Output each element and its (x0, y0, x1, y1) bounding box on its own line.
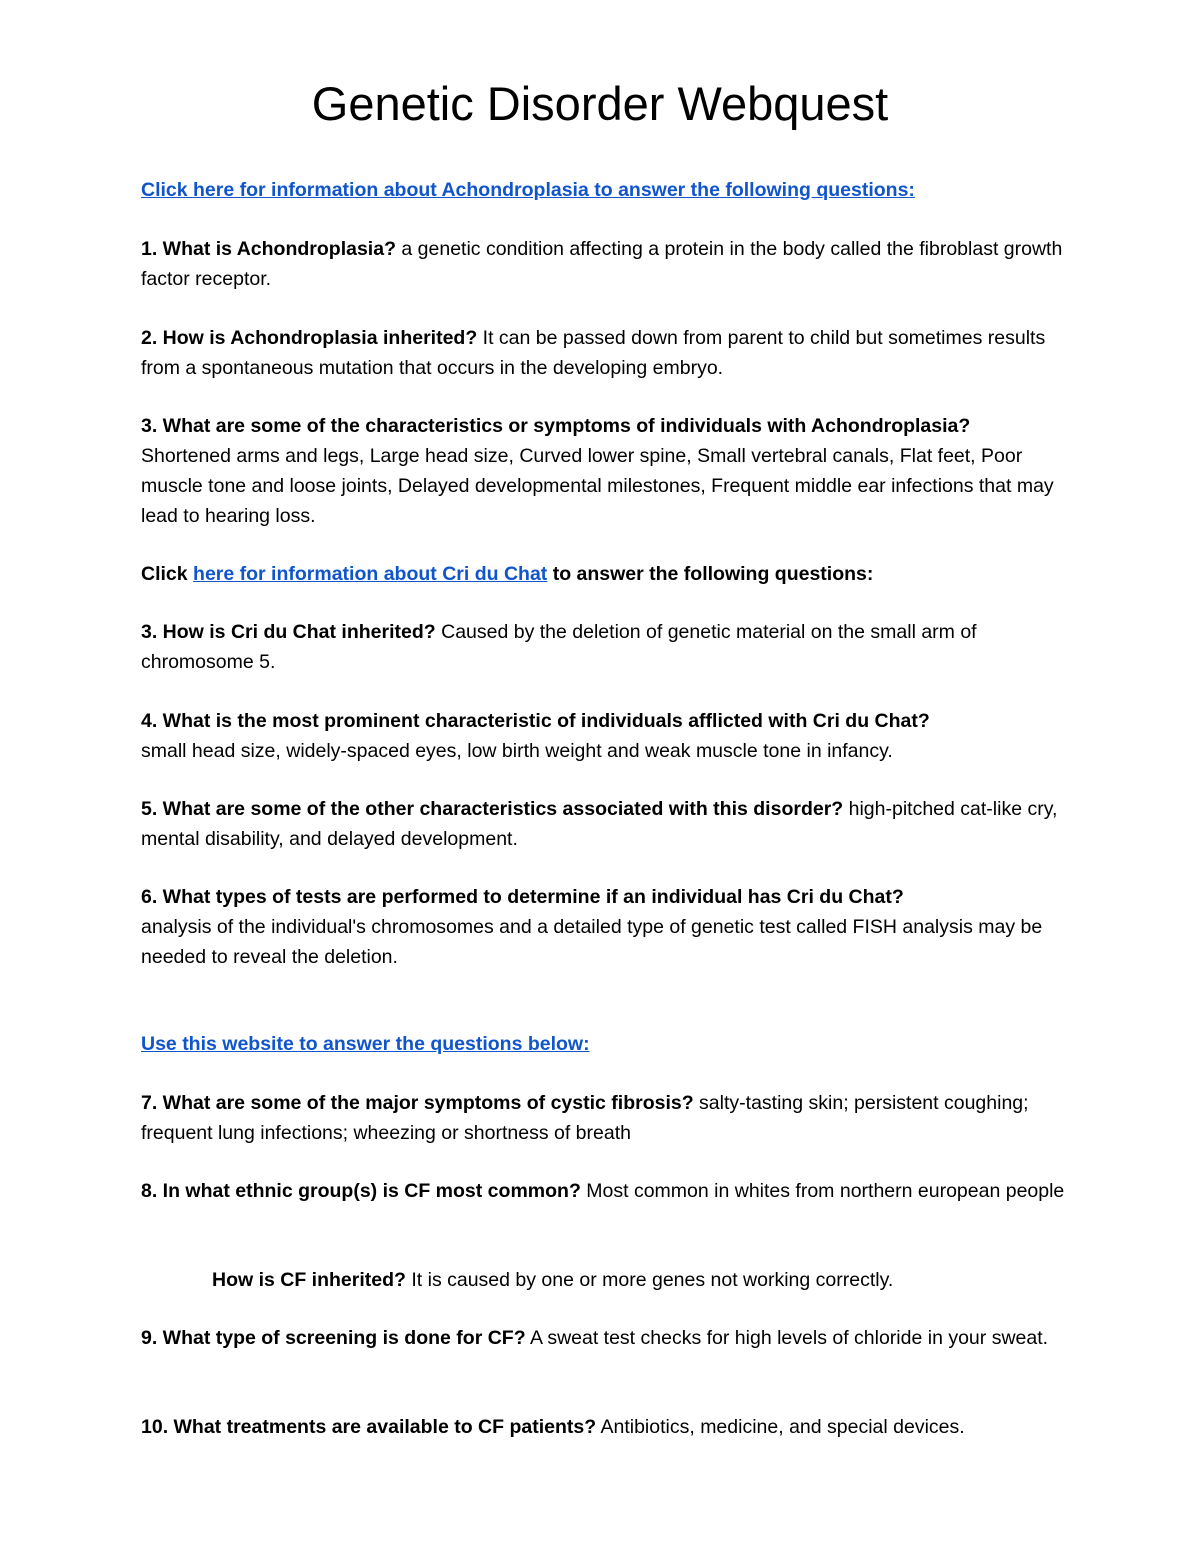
question-3-achondroplasia-label: 3. What are some of the characteristics or symptoms of individuals with Achondroplasia? (141, 415, 971, 437)
question-9-answer: A sweat test checks for high levels of chloride in your sweat. (525, 1327, 1049, 1349)
question-10-label: 10. What treatments are available to CF patients? (141, 1416, 597, 1438)
cri-du-chat-intro-prefix: Click (141, 563, 194, 585)
question-3-cri-du-chat (141, 617, 1071, 677)
cystic-fibrosis-website-link[interactable]: Use this website to answer the questions below: (141, 1033, 590, 1055)
cf-inherited-answer: It is caused by one or more genes not working correctly. (405, 1269, 894, 1291)
question-1-answer: a genetic condition affecting a protein in the body called the fibroblast growth factor receptor. (141, 238, 1063, 290)
question-9 (141, 1323, 1071, 1353)
question-7-label: 7. What are some of the major symptoms of cystic fibrosis? (141, 1092, 694, 1114)
question-2 (141, 323, 1071, 383)
cri-du-chat-info-link[interactable]: here for information about Cri du Chat (193, 563, 548, 585)
question-7-answer: salty-tasting skin; persistent coughing; frequent lung infections; wheezing or shortness of breath (141, 1092, 1029, 1144)
question-5-answer: high-pitched cat-like cry, mental disability, and delayed development. (141, 798, 1058, 850)
cri-du-chat-intro (141, 559, 1071, 589)
question-9-label: 9. What type of screening is done for CF? (141, 1327, 526, 1349)
question-6-answer: analysis of the individual's chromosomes and a detailed type of genetic test called FISH analysis may be needed to reveal the deletion. (141, 916, 1043, 968)
question-8-answer: Most common in whites from northern european people (580, 1180, 1065, 1202)
question-6-label: 6. What types of tests are performed to determine if an individual has Cri du Chat? (141, 886, 904, 908)
page-title: Genetic Disorder Webquest (311, 77, 889, 130)
question-3-cri-du-chat-answer: Caused by the deletion of genetic material on the small arm of chromosome 5. (141, 621, 977, 673)
question-5 (141, 794, 1071, 854)
achondroplasia-link-paragraph (141, 175, 1071, 205)
question-4-answer: small head size, widely-spaced eyes, low birth weight and weak muscle tone in infancy. (141, 740, 893, 762)
question-1 (141, 234, 1071, 294)
question-2-answer: It can be passed down from parent to child but sometimes results from a spontaneous mutation that occurs in the developing embryo. (141, 327, 1046, 379)
question-1-label: 1. What is Achondroplasia? (141, 238, 396, 260)
question-3-achondroplasia (141, 411, 1071, 531)
cri-du-chat-intro-suffix: to answer the following questions: (547, 563, 874, 585)
cf-inherited-question (212, 1265, 1092, 1295)
question-4-label: 4. What is the most prominent characteristic of individuals afflicted with Cri du Chat? (141, 710, 930, 732)
question-3-cri-du-chat-label: 3. How is Cri du Chat inherited? (141, 621, 436, 643)
question-10 (141, 1412, 1071, 1442)
question-10-answer: Antibiotics, medicine, and special devices. (596, 1416, 965, 1438)
question-4 (141, 706, 1071, 766)
cystic-fibrosis-link-paragraph (141, 1029, 1071, 1059)
question-6 (141, 882, 1071, 972)
question-8-label: 8. In what ethnic group(s) is CF most common? (141, 1180, 581, 1202)
cf-inherited-label: How is CF inherited? (212, 1269, 406, 1291)
question-8 (141, 1176, 1071, 1206)
achondroplasia-info-link[interactable]: Click here for information about Achondroplasia to answer the following questions: (141, 179, 915, 201)
question-5-label: 5. What are some of the other characteristics associated with this disorder? (141, 798, 844, 820)
question-7 (141, 1088, 1071, 1148)
question-3-achondroplasia-answer: Shortened arms and legs, Large head size, Curved lower spine, Small vertebral canals, Flat feet, Poor muscle tone and loose joints, Delayed developmental milestones, Frequent middle ear infections that may lead to hearing loss. (141, 445, 1054, 527)
question-2-label: 2. How is Achondroplasia inherited? (141, 327, 478, 349)
